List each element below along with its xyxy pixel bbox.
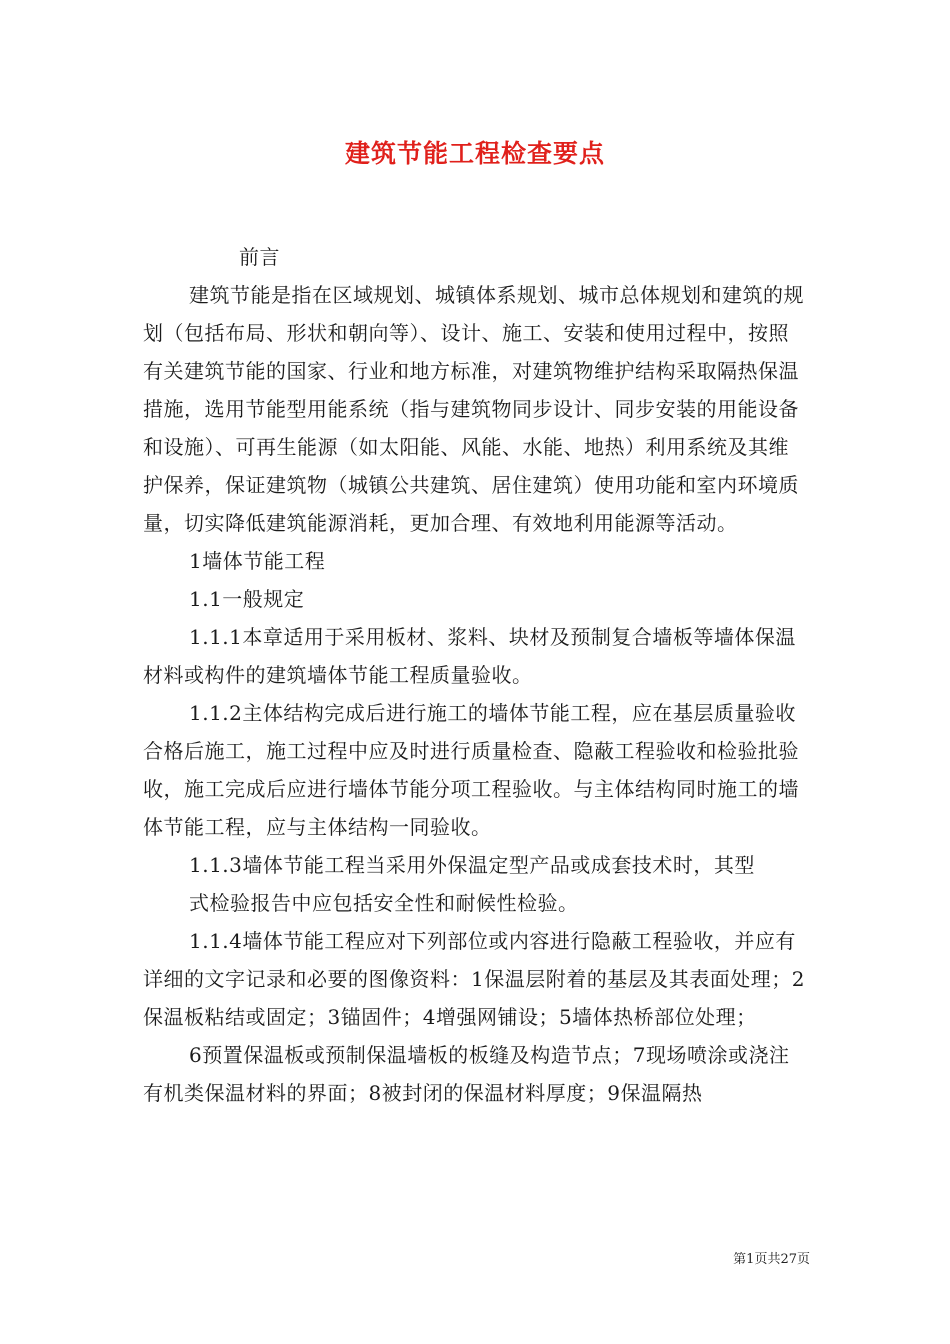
clause-1-1-3-continued: 式检验报告中应包括安全性和耐候性检验。 bbox=[189, 891, 579, 915]
clause-1-1-4: 1.1.4墙体节能工程应对下列部位或内容进行隐蔽工程验收，并应有详细的文字记录和必要的图像资料：1保温层附着的基层及其表面处理；2保温板粘结或固定；3锚固件；4增强网铺设；5墙体热桥部位处理； bbox=[143, 929, 805, 1029]
clause-1-1-3: 1.1.3墙体节能工程当采用外保温定型产品或成套技术时，其型 bbox=[189, 853, 755, 877]
clause-1-1-1: 1.1.1本章适用于采用板材、浆料、块材及预制复合墙板等墙体保温材料或构件的建筑墙体节能工程质量验收。 bbox=[143, 625, 796, 687]
document-body bbox=[143, 238, 809, 1112]
subsection-heading-1-1: 1.1一般规定 bbox=[189, 587, 305, 611]
section-heading-1: 1墙体节能工程 bbox=[189, 549, 326, 573]
clause-1-1-2: 1.1.2主体结构完成后进行施工的墙体节能工程，应在基层质量验收合格后施工，施工过程中应及时进行质量检查、隐蔽工程验收和检验批验收，施工完成后应进行墙体节能分项工程验收。与主体结构同时施工的墙体节能工程，应与主体结构一同验收。 bbox=[143, 701, 799, 839]
preface-heading: 前言 bbox=[239, 245, 280, 269]
clause-1-1-4-continued: 6预置保温板或预制保温墙板的板缝及构造节点；7现场喷涂或浇注有机类保温材料的界面；8被封闭的保温材料厚度；9保温隔热 bbox=[143, 1043, 790, 1105]
document-title: 建筑节能工程检查要点 bbox=[344, 139, 605, 168]
preface-paragraph: 建筑节能是指在区域规划、城镇体系规划、城市总体规划和建筑的规划（包括布局、形状和朝向等）、设计、施工、安装和使用过程中，按照有关建筑节能的国家、行业和地方标准，对建筑物维护结构采取隔热保温措施，选用节能型用能系统（指与建筑物同步设计、同步安装的用能设备和设施）、可再生能源（如太阳能、风能、水能、地热）利用系统及其维护保养，保证建筑物（城镇公共建筑、居住建筑）使用功能和室内环境质量，切实降低建筑能源消耗，更加合理、有效地利用能源等活动。 bbox=[143, 283, 804, 535]
page-number: 第1页共27页 bbox=[733, 1252, 810, 1267]
